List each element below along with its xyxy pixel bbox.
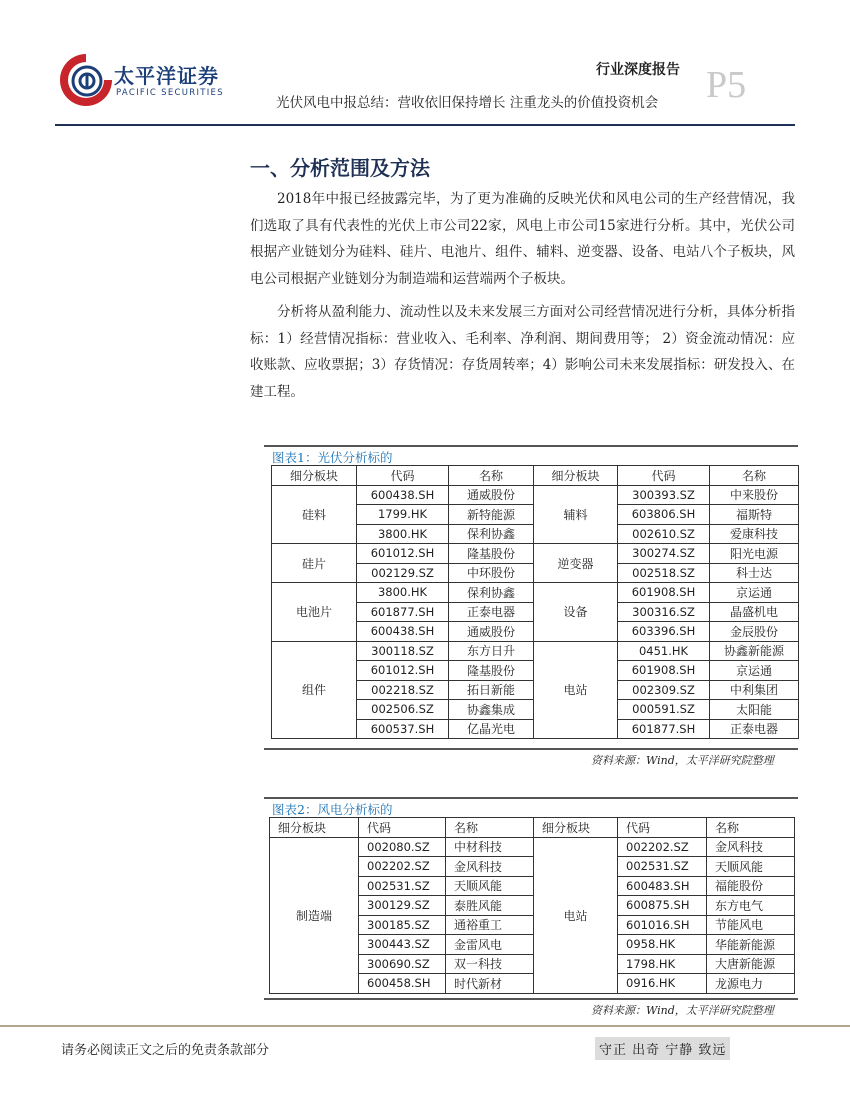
stock-code: 300118.SZ (357, 641, 449, 661)
segment-cell: 电站 (534, 837, 618, 993)
stock-name: 京运通 (710, 583, 799, 603)
stock-name: 中利集团 (710, 680, 799, 700)
section-title: 一、分析范围及方法 (250, 156, 430, 180)
stock-code: 1798.HK (618, 954, 707, 974)
stock-code: 601908.SH (618, 661, 710, 681)
stock-code: 601908.SH (618, 583, 710, 603)
disclaimer-text: 请务必阅读正文之后的免责条款部分 (61, 1043, 270, 1058)
table2-bottom-rule (264, 998, 798, 1000)
stock-name: 天顺风能 (707, 857, 795, 877)
page-number: P5 (706, 64, 747, 106)
stock-name: 时代新材 (446, 974, 534, 994)
stock-name: 天顺风能 (446, 876, 534, 896)
wind-stock-table (269, 817, 795, 994)
stock-code: 002531.SZ (618, 857, 707, 877)
stock-code: 300690.SZ (359, 954, 446, 974)
table1-source: 资料来源：Wind，太平洋研究院整理 (591, 754, 774, 767)
stock-name: 金雷风电 (446, 935, 534, 955)
stock-name: 爱康科技 (710, 524, 799, 544)
stock-name: 协鑫集成 (449, 700, 534, 720)
segment-cell: 组件 (272, 641, 357, 739)
stock-code: 002080.SZ (359, 837, 446, 857)
stock-code: 601877.SH (357, 602, 449, 622)
body-paragraph: 2018年中报已经披露完毕，为了更为准确的反映光伏和风电公司的生产经营情况，我们选取了具有代表性的光伏上市公司22家，风电上市公司15家进行分析。其中，光伏公司根据产业链划分为硅料、硅片、电池片、组件、辅料、逆变器、设备、电站八个子板块，风电公司根据产业链划分为制造端和运营端两个子板块。 (250, 191, 795, 287)
stock-code: 600875.SH (618, 896, 707, 916)
stock-name: 金风科技 (446, 857, 534, 877)
column-header: 名称 (707, 818, 795, 838)
stock-code: 600438.SH (357, 622, 449, 642)
stock-name: 中来股份 (710, 485, 799, 505)
pv-stock-table (271, 465, 799, 739)
stock-code: 3800.HK (357, 524, 449, 544)
stock-name: 华能新能源 (707, 935, 795, 955)
segment-cell: 硅料 (272, 485, 357, 544)
stock-code: 600458.SH (359, 974, 446, 994)
stock-code: 300129.SZ (359, 896, 446, 916)
stock-code: 0958.HK (618, 935, 707, 955)
table-row (272, 544, 799, 564)
stock-name: 中材科技 (446, 837, 534, 857)
segment-cell: 电站 (534, 641, 618, 739)
stock-code: 300185.SZ (359, 915, 446, 935)
stock-code: 600438.SH (357, 485, 449, 505)
stock-name: 中环股份 (449, 563, 534, 583)
stock-code: 300274.SZ (618, 544, 710, 564)
stock-code: 002309.SZ (618, 680, 710, 700)
stock-name: 泰胜风能 (446, 896, 534, 916)
column-header: 代码 (618, 818, 707, 838)
table-row (272, 641, 799, 661)
stock-code: 603806.SH (618, 505, 710, 525)
column-header: 名称 (446, 818, 534, 838)
stock-name: 隆基股份 (449, 661, 534, 681)
stock-name: 通威股份 (449, 485, 534, 505)
stock-code: 300393.SZ (618, 485, 710, 505)
stock-name: 亿晶光电 (449, 719, 534, 739)
stock-code: 000591.SZ (618, 700, 710, 720)
stock-name: 正泰电器 (710, 719, 799, 739)
stock-name: 大唐新能源 (707, 954, 795, 974)
table1-bottom-rule (264, 748, 798, 750)
stock-name: 保利协鑫 (449, 524, 534, 544)
column-header: 细分板块 (270, 818, 359, 838)
stock-code: 601016.SH (618, 915, 707, 935)
stock-code: 002506.SZ (357, 700, 449, 720)
stock-code: 601012.SH (357, 661, 449, 681)
stock-name: 节能风电 (707, 915, 795, 935)
segment-cell: 制造端 (270, 837, 359, 993)
stock-name: 科士达 (710, 563, 799, 583)
segment-cell: 设备 (534, 583, 618, 642)
header-rule (55, 124, 795, 126)
company-motto: 守正 出奇 宁静 致远 (595, 1037, 730, 1060)
stock-name: 隆基股份 (449, 544, 534, 564)
brand-name-en: PACIFIC SECURITIES (116, 88, 224, 98)
stock-name: 东方日升 (449, 641, 534, 661)
stock-name: 新特能源 (449, 505, 534, 525)
stock-name: 双一科技 (446, 954, 534, 974)
column-header: 细分板块 (534, 818, 618, 838)
segment-cell: 硅片 (272, 544, 357, 583)
stock-name: 晶盛机电 (710, 602, 799, 622)
column-header: 名称 (710, 466, 799, 486)
stock-code: 300316.SZ (618, 602, 710, 622)
stock-name: 通裕重工 (446, 915, 534, 935)
stock-name: 龙源电力 (707, 974, 795, 994)
stock-code: 601012.SH (357, 544, 449, 564)
stock-name: 京运通 (710, 661, 799, 681)
stock-name: 保利协鑫 (449, 583, 534, 603)
stock-name: 通威股份 (449, 622, 534, 642)
report-title: 光伏风电中报总结：营收依旧保持增长 注重龙头的价值投资机会 (276, 95, 659, 111)
stock-name: 东方电气 (707, 896, 795, 916)
table-row (272, 485, 799, 505)
stock-code: 1799.HK (357, 505, 449, 525)
table2-caption: 图表2：风电分析标的 (272, 802, 393, 817)
table2-source: 资料来源：Wind，太平洋研究院整理 (591, 1004, 774, 1017)
segment-cell: 逆变器 (534, 544, 618, 583)
stock-code: 002202.SZ (359, 857, 446, 877)
stock-code: 601877.SH (618, 719, 710, 739)
stock-code: 600483.SH (618, 876, 707, 896)
stock-code: 002531.SZ (359, 876, 446, 896)
stock-code: 3800.HK (357, 583, 449, 603)
table1-top-rule (264, 445, 798, 447)
column-header: 名称 (449, 466, 534, 486)
segment-cell: 电池片 (272, 583, 357, 642)
stock-code: 300443.SZ (359, 935, 446, 955)
stock-code: 0916.HK (618, 974, 707, 994)
stock-name: 金辰股份 (710, 622, 799, 642)
stock-name: 金风科技 (707, 837, 795, 857)
segment-cell: 辅料 (534, 485, 618, 544)
brand-name-cn: 太平洋证券 (114, 64, 219, 88)
stock-code: 002218.SZ (357, 680, 449, 700)
stock-name: 拓日新能 (449, 680, 534, 700)
stock-code: 002518.SZ (618, 563, 710, 583)
stock-name: 正泰电器 (449, 602, 534, 622)
stock-code: 002129.SZ (357, 563, 449, 583)
stock-code: 600537.SH (357, 719, 449, 739)
stock-code: 603396.SH (618, 622, 710, 642)
table-row (272, 583, 799, 603)
column-header: 代码 (618, 466, 710, 486)
stock-name: 阳光电源 (710, 544, 799, 564)
stock-code: 002202.SZ (618, 837, 707, 857)
column-header: 细分板块 (534, 466, 618, 486)
stock-name: 福斯特 (710, 505, 799, 525)
table-header-row (270, 818, 795, 838)
footer-rule (0, 1025, 850, 1027)
report-type-label: 行业深度报告 (596, 62, 680, 78)
table1-caption: 图表1：光伏分析标的 (272, 450, 393, 465)
table-row (270, 837, 795, 857)
column-header: 代码 (359, 818, 446, 838)
stock-code: 0451.HK (618, 641, 710, 661)
stock-name: 福能股份 (707, 876, 795, 896)
column-header: 细分板块 (272, 466, 357, 486)
table-header-row (272, 466, 799, 486)
table2-top-rule (264, 797, 798, 799)
column-header: 代码 (357, 466, 449, 486)
stock-name: 协鑫新能源 (710, 641, 799, 661)
stock-code: 002610.SZ (618, 524, 710, 544)
body-paragraph: 分析将从盈利能力、流动性以及未来发展三方面对公司经营情况进行分析，具体分析指标：1）经营情况指标：营业收入、毛利率、净利润、期间费用等； 2）资金流动情况：应收账款、应收票据；3）存货情况：存货周转率；4）影响公司未来发展指标：研发投入、在建工程。 (250, 304, 795, 400)
stock-name: 太阳能 (710, 700, 799, 720)
